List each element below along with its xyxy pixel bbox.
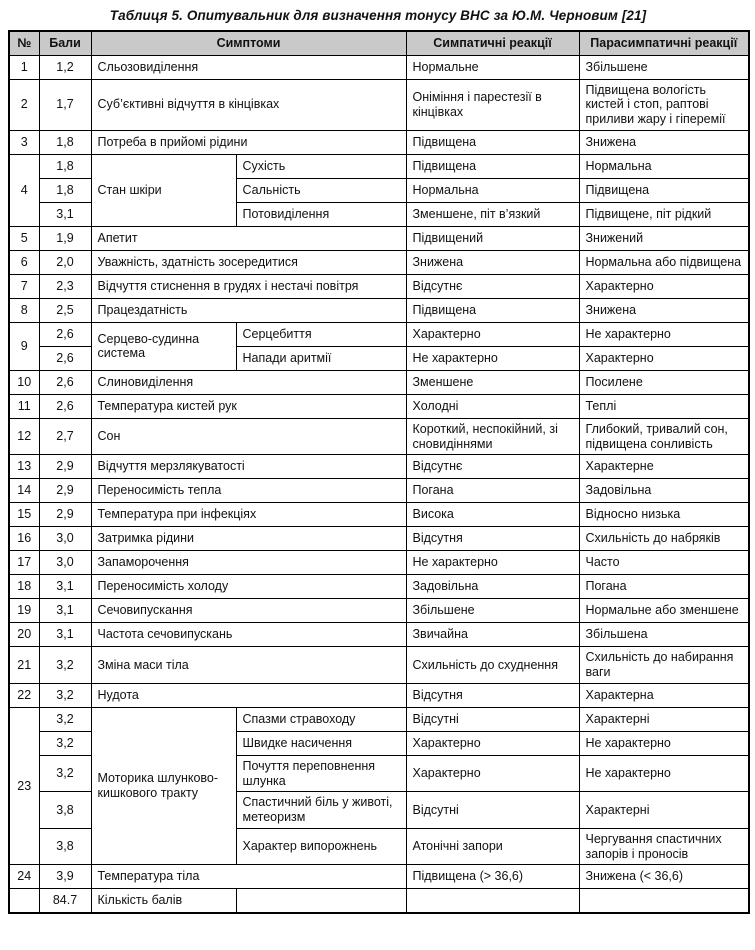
cell-score: 3,1 — [39, 202, 91, 226]
cell-parasympathetic — [579, 889, 749, 913]
cell-sympathetic: Підвищена (> 36,6) — [406, 865, 579, 889]
cell-sympathetic: Атонічні запори — [406, 828, 579, 865]
cell-symptom: Сечовипускання — [91, 599, 406, 623]
cell-number: 7 — [9, 274, 39, 298]
cell-sympathetic: Погана — [406, 479, 579, 503]
cell-parasympathetic: Відносно низька — [579, 503, 749, 527]
cell-parasympathetic: Підвищена вологість кистей і стоп, раптові приливи жару і гіперемії — [579, 79, 749, 130]
cell-number: 2 — [9, 79, 39, 130]
cell-score: 2,0 — [39, 250, 91, 274]
cell-sympathetic: Відсутня — [406, 527, 579, 551]
cell-number: 18 — [9, 575, 39, 599]
cell-symptom-sub: Сальність — [236, 178, 406, 202]
cell-sympathetic: Не характерно — [406, 346, 579, 370]
cell-parasympathetic: Схильність до набирання ваги — [579, 647, 749, 684]
cell-parasympathetic: Часто — [579, 551, 749, 575]
cell-parasympathetic: Нормальна або підвищена — [579, 250, 749, 274]
cell-parasympathetic: Характерно — [579, 346, 749, 370]
cell-sympathetic: Висока — [406, 503, 579, 527]
cell-parasympathetic: Збільшене — [579, 55, 749, 79]
cell-sympathetic: Збільшене — [406, 599, 579, 623]
cell-sympathetic: Короткий, неспокійний, зі сновидіннями — [406, 418, 579, 455]
cell-parasympathetic: Характерне — [579, 455, 749, 479]
cell-sympathetic: Підвищена — [406, 130, 579, 154]
table-row — [9, 455, 749, 479]
cell-symptom: Зміна маси тіла — [91, 647, 406, 684]
cell-parasympathetic: Глибокий, тривалий сон, підвищена сонливість — [579, 418, 749, 455]
cell-number: 11 — [9, 394, 39, 418]
cell-score: 3,2 — [39, 683, 91, 707]
cell-parasympathetic: Характерна — [579, 683, 749, 707]
table-row — [9, 130, 749, 154]
cell-sympathetic: Характерно — [406, 731, 579, 755]
cell-parasympathetic: Підвищена — [579, 178, 749, 202]
cell-parasympathetic: Посилене — [579, 370, 749, 394]
cell-symptom: Слиновиділення — [91, 370, 406, 394]
cell-symptom-sub — [236, 889, 406, 913]
cell-score-total: 84.7 — [39, 889, 91, 913]
cell-symptom-sub: Спазми стравоходу — [236, 707, 406, 731]
cell-score: 1,8 — [39, 130, 91, 154]
cell-score: 3,0 — [39, 527, 91, 551]
header-number: № — [9, 31, 39, 55]
cell-number: 12 — [9, 418, 39, 455]
header-symptoms: Симптоми — [91, 31, 406, 55]
cell-parasympathetic: Підвищене, піт рідкий — [579, 202, 749, 226]
cell-sympathetic: Підвищена — [406, 154, 579, 178]
cell-symptom: Сльозовиділення — [91, 55, 406, 79]
cell-parasympathetic: Збільшена — [579, 623, 749, 647]
table-row — [9, 647, 749, 684]
cell-parasympathetic: Знижена (< 36,6) — [579, 865, 749, 889]
cell-score: 2,9 — [39, 503, 91, 527]
table-row-total — [9, 889, 749, 913]
cell-sympathetic — [406, 889, 579, 913]
cell-symptom-category: Моторика шлунково-кишкового тракту — [91, 707, 236, 865]
table-row — [9, 707, 749, 731]
cell-sympathetic: Відсутня — [406, 683, 579, 707]
cell-sympathetic: Задовільна — [406, 575, 579, 599]
cell-score: 2,3 — [39, 274, 91, 298]
cell-symptom-sub: Потовиділення — [236, 202, 406, 226]
cell-symptom: Нудота — [91, 683, 406, 707]
cell-symptom: Відчуття мерзлякуватості — [91, 455, 406, 479]
cell-symptom: Переносимість холоду — [91, 575, 406, 599]
cell-parasympathetic: Знижена — [579, 130, 749, 154]
cell-number: 6 — [9, 250, 39, 274]
table-row — [9, 683, 749, 707]
cell-number: 5 — [9, 226, 39, 250]
cell-number: 15 — [9, 503, 39, 527]
table-row — [9, 322, 749, 346]
cell-score: 1,2 — [39, 55, 91, 79]
table-row — [9, 599, 749, 623]
cell-symptom: Відчуття стиснення в грудях і нестачі повітря — [91, 274, 406, 298]
cell-sympathetic: Звичайна — [406, 623, 579, 647]
cell-number: 19 — [9, 599, 39, 623]
table-row — [9, 226, 749, 250]
cell-score: 2,9 — [39, 455, 91, 479]
cell-score: 3,8 — [39, 792, 91, 829]
cell-parasympathetic: Знижена — [579, 298, 749, 322]
cell-sympathetic: Холодні — [406, 394, 579, 418]
cell-number: 21 — [9, 647, 39, 684]
table-row — [9, 154, 749, 178]
cell-parasympathetic: Характерні — [579, 792, 749, 829]
table-row — [9, 623, 749, 647]
cell-sympathetic: Зменшене, піт в’язкий — [406, 202, 579, 226]
cell-symptom: Потреба в прийомі рідини — [91, 130, 406, 154]
cell-parasympathetic: Характерно — [579, 274, 749, 298]
cell-score: 1,9 — [39, 226, 91, 250]
cell-sympathetic: Відсутні — [406, 707, 579, 731]
cell-score: 3,1 — [39, 599, 91, 623]
cell-score: 1,7 — [39, 79, 91, 130]
cell-score: 3,2 — [39, 755, 91, 792]
cell-symptom-sub: Характер випорожнень — [236, 828, 406, 865]
cell-parasympathetic: Чергування спастичних запорів і проносів — [579, 828, 749, 865]
table-row — [9, 298, 749, 322]
cell-score: 3,1 — [39, 623, 91, 647]
cell-symptom: Температура кистей рук — [91, 394, 406, 418]
cell-number: 3 — [9, 130, 39, 154]
cell-sympathetic: Схильність до схуднення — [406, 647, 579, 684]
cell-symptom: Сон — [91, 418, 406, 455]
cell-sympathetic: Підвищена — [406, 298, 579, 322]
cell-score: 2,7 — [39, 418, 91, 455]
cell-score: 2,6 — [39, 394, 91, 418]
cell-total-label: Кількість балів — [91, 889, 236, 913]
table-row — [9, 274, 749, 298]
table-row — [9, 551, 749, 575]
cell-score: 3,9 — [39, 865, 91, 889]
cell-number: 14 — [9, 479, 39, 503]
cell-sympathetic: Зменшене — [406, 370, 579, 394]
cell-score: 2,6 — [39, 370, 91, 394]
header-parasympathetic: Парасимпатичні реакції — [579, 31, 749, 55]
cell-sympathetic: Нормальна — [406, 178, 579, 202]
cell-symptom: Працездатність — [91, 298, 406, 322]
cell-symptom-sub: Сухість — [236, 154, 406, 178]
table-row — [9, 479, 749, 503]
cell-parasympathetic: Схильність до набряків — [579, 527, 749, 551]
cell-number — [9, 889, 39, 913]
table-row — [9, 250, 749, 274]
cell-score: 3,0 — [39, 551, 91, 575]
cell-symptom: Переносимість тепла — [91, 479, 406, 503]
cell-sympathetic: Відсутнє — [406, 455, 579, 479]
cell-number: 8 — [9, 298, 39, 322]
cell-number: 16 — [9, 527, 39, 551]
cell-parasympathetic: Не характерно — [579, 731, 749, 755]
table-row — [9, 527, 749, 551]
cell-symptom: Затримка рідини — [91, 527, 406, 551]
questionnaire-table — [8, 30, 750, 914]
table-row — [9, 55, 749, 79]
cell-score: 3,2 — [39, 707, 91, 731]
cell-number: 20 — [9, 623, 39, 647]
cell-score: 2,5 — [39, 298, 91, 322]
cell-parasympathetic: Характерні — [579, 707, 749, 731]
cell-symptom: Запаморочення — [91, 551, 406, 575]
cell-symptom-category: Серцево-судинна система — [91, 322, 236, 370]
cell-symptom: Уважність, здатність зосередитися — [91, 250, 406, 274]
cell-symptom: Частота сечовипускань — [91, 623, 406, 647]
table-row — [9, 865, 749, 889]
cell-parasympathetic: Теплі — [579, 394, 749, 418]
header-row — [9, 31, 749, 55]
cell-parasympathetic: Нормальна — [579, 154, 749, 178]
cell-number: 24 — [9, 865, 39, 889]
cell-sympathetic: Підвищений — [406, 226, 579, 250]
cell-score: 3,8 — [39, 828, 91, 865]
cell-number: 17 — [9, 551, 39, 575]
cell-symptom: Апетит — [91, 226, 406, 250]
cell-score: 3,2 — [39, 647, 91, 684]
cell-parasympathetic: Погана — [579, 575, 749, 599]
cell-sympathetic: Характерно — [406, 755, 579, 792]
cell-parasympathetic: Не характерно — [579, 755, 749, 792]
cell-symptom-sub: Швидке насичення — [236, 731, 406, 755]
cell-score: 3,2 — [39, 731, 91, 755]
cell-number: 23 — [9, 707, 39, 865]
cell-sympathetic: Не характерно — [406, 551, 579, 575]
table-row — [9, 394, 749, 418]
cell-number: 9 — [9, 322, 39, 370]
cell-symptom: Температура тіла — [91, 865, 406, 889]
cell-number: 4 — [9, 154, 39, 226]
cell-number: 13 — [9, 455, 39, 479]
cell-parasympathetic: Нормальне або зменшене — [579, 599, 749, 623]
cell-sympathetic: Оніміння і парестезії в кінцівках — [406, 79, 579, 130]
cell-symptom-sub: Спастичний біль у животі, метеоризм — [236, 792, 406, 829]
cell-sympathetic: Знижена — [406, 250, 579, 274]
cell-symptom-category: Стан шкіри — [91, 154, 236, 226]
cell-sympathetic: Відсутнє — [406, 274, 579, 298]
cell-symptom-sub: Напади аритмії — [236, 346, 406, 370]
cell-sympathetic: Відсутні — [406, 792, 579, 829]
cell-symptom: Температура при інфекціях — [91, 503, 406, 527]
cell-score: 3,1 — [39, 575, 91, 599]
cell-score: 2,6 — [39, 346, 91, 370]
cell-symptom: Суб’єктивні відчуття в кінцівках — [91, 79, 406, 130]
cell-symptom-sub: Серцебиття — [236, 322, 406, 346]
cell-number: 1 — [9, 55, 39, 79]
header-score: Бали — [39, 31, 91, 55]
header-sympathetic: Симпатичні реакції — [406, 31, 579, 55]
table-row — [9, 503, 749, 527]
cell-parasympathetic: Задовільна — [579, 479, 749, 503]
cell-symptom-sub: Почуття переповнення шлунка — [236, 755, 406, 792]
table-row — [9, 575, 749, 599]
table-row — [9, 79, 749, 130]
cell-sympathetic: Нормальне — [406, 55, 579, 79]
cell-score: 2,9 — [39, 479, 91, 503]
cell-parasympathetic: Знижений — [579, 226, 749, 250]
cell-sympathetic: Характерно — [406, 322, 579, 346]
table-title: Таблиця 5. Опитувальник для визначення тонусу ВНС за Ю.М. Черновим [21] — [109, 8, 647, 23]
cell-score: 1,8 — [39, 178, 91, 202]
cell-score: 1,8 — [39, 154, 91, 178]
table-row — [9, 370, 749, 394]
cell-number: 10 — [9, 370, 39, 394]
table-row — [9, 418, 749, 455]
cell-parasympathetic: Не характерно — [579, 322, 749, 346]
cell-number: 22 — [9, 683, 39, 707]
cell-score: 2,6 — [39, 322, 91, 346]
